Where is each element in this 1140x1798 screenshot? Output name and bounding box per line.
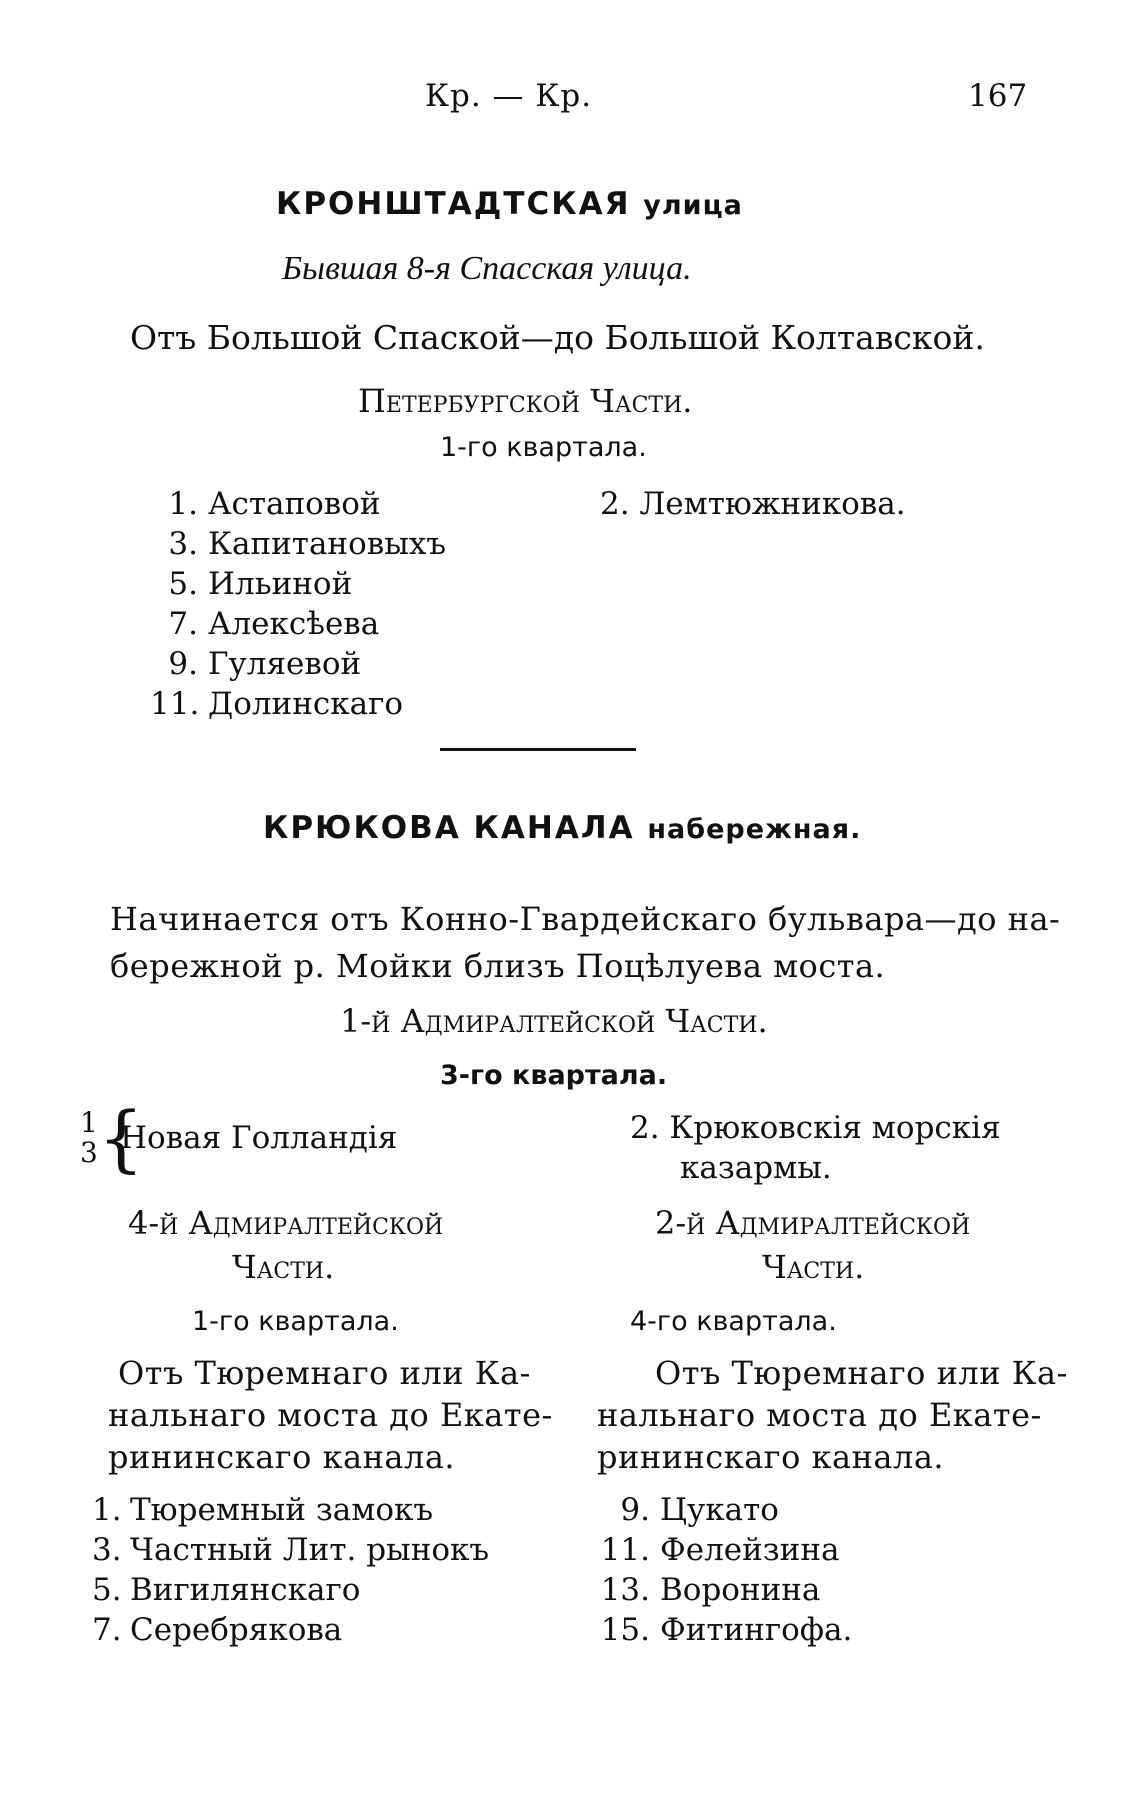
section1-quarter: 1-го квартала. [440, 432, 647, 463]
list-item: 5. Вигилянскаго [92, 1572, 361, 1608]
section-divider [440, 748, 636, 751]
brace-numbers: 1 3 [80, 1106, 98, 1169]
left-quarter: 1-го квартала. [192, 1306, 399, 1337]
brace-icon: { [98, 1096, 144, 1180]
list-item: 11. Долинскаго [150, 686, 404, 722]
running-title: Кр. — Кр. [425, 78, 593, 114]
list-item: 1. Тюремный замокъ [92, 1492, 434, 1528]
list-item: 9. Цукато [620, 1492, 779, 1528]
list-item: 9. Гуляевой [168, 646, 362, 682]
list-item: 11. Фелейзина [600, 1532, 840, 1568]
section2-intro [110, 896, 1060, 990]
section1-left-list [150, 484, 446, 724]
list-item: 5. Ильиной [168, 566, 353, 602]
section1-title-word: улица [643, 190, 743, 221]
left-part-line1: 4-й Адмиралтейской [128, 1204, 444, 1242]
section2-quarter: 3-го квартала. [440, 1060, 668, 1091]
section2-title-caps: КРЮКОВА КАНАЛА [263, 810, 635, 846]
left-part-line2: Части. [232, 1248, 335, 1286]
right-description: Отъ Тюремнаго или Ка- нальнаго моста до Екате- рининскаго канала. [597, 1354, 1068, 1476]
section2-right-entry: 2. Крюковскія морскія казармы. [630, 1110, 1001, 1186]
right-part-line1: 2-й Адмиралтейской [655, 1204, 971, 1242]
list-item: 7. Алексѣева [168, 606, 380, 642]
list-item: 3. Капитановыхъ [168, 526, 447, 562]
list-item: 2. Лемтюжникова. [600, 486, 906, 522]
section1-range: Отъ Большой Спаской—до Большой Колтавской. [130, 318, 985, 357]
section1-title [276, 186, 743, 222]
section2-intro-line1: Начинается отъ Конно-Гвардейскаго бульвара—до на- [110, 900, 1061, 938]
section2-title [263, 810, 861, 846]
list-item: 1. Астаповой [168, 486, 381, 522]
page-number: 167 [968, 78, 1028, 114]
section2-title-word: набережная. [647, 814, 862, 845]
section2-part: 1-й Адмиралтейской Части. [340, 1002, 768, 1040]
right-quarter: 4-го квартала. [630, 1306, 837, 1337]
section2-intro-line2: бережной р. Мойки близъ Поцѣлуева моста. [110, 947, 886, 985]
section1-former-name: Бывшая 8-я Спасская улица. [282, 250, 692, 287]
left-list [92, 1490, 489, 1650]
section1-title-caps: КРОНШТАДТСКАЯ [276, 186, 631, 222]
list-item: 15. Фитингофа. [600, 1612, 853, 1648]
list-item: 3. Частный Лит. рынокъ [92, 1532, 490, 1568]
left-description: Отъ Тюремнаго или Ка- нальнаго моста до Екате- рининскаго канала. [108, 1354, 553, 1476]
list-item: 7. Серебрякова [92, 1612, 343, 1648]
right-list [600, 1490, 852, 1650]
list-item: 13. Воронина [600, 1572, 821, 1608]
right-part-line2: Части. [762, 1248, 865, 1286]
section1-part: Петербургской Части. [358, 382, 693, 420]
brace-entry-name: Новая Голландія [120, 1120, 398, 1156]
section1-right-list [600, 484, 906, 524]
